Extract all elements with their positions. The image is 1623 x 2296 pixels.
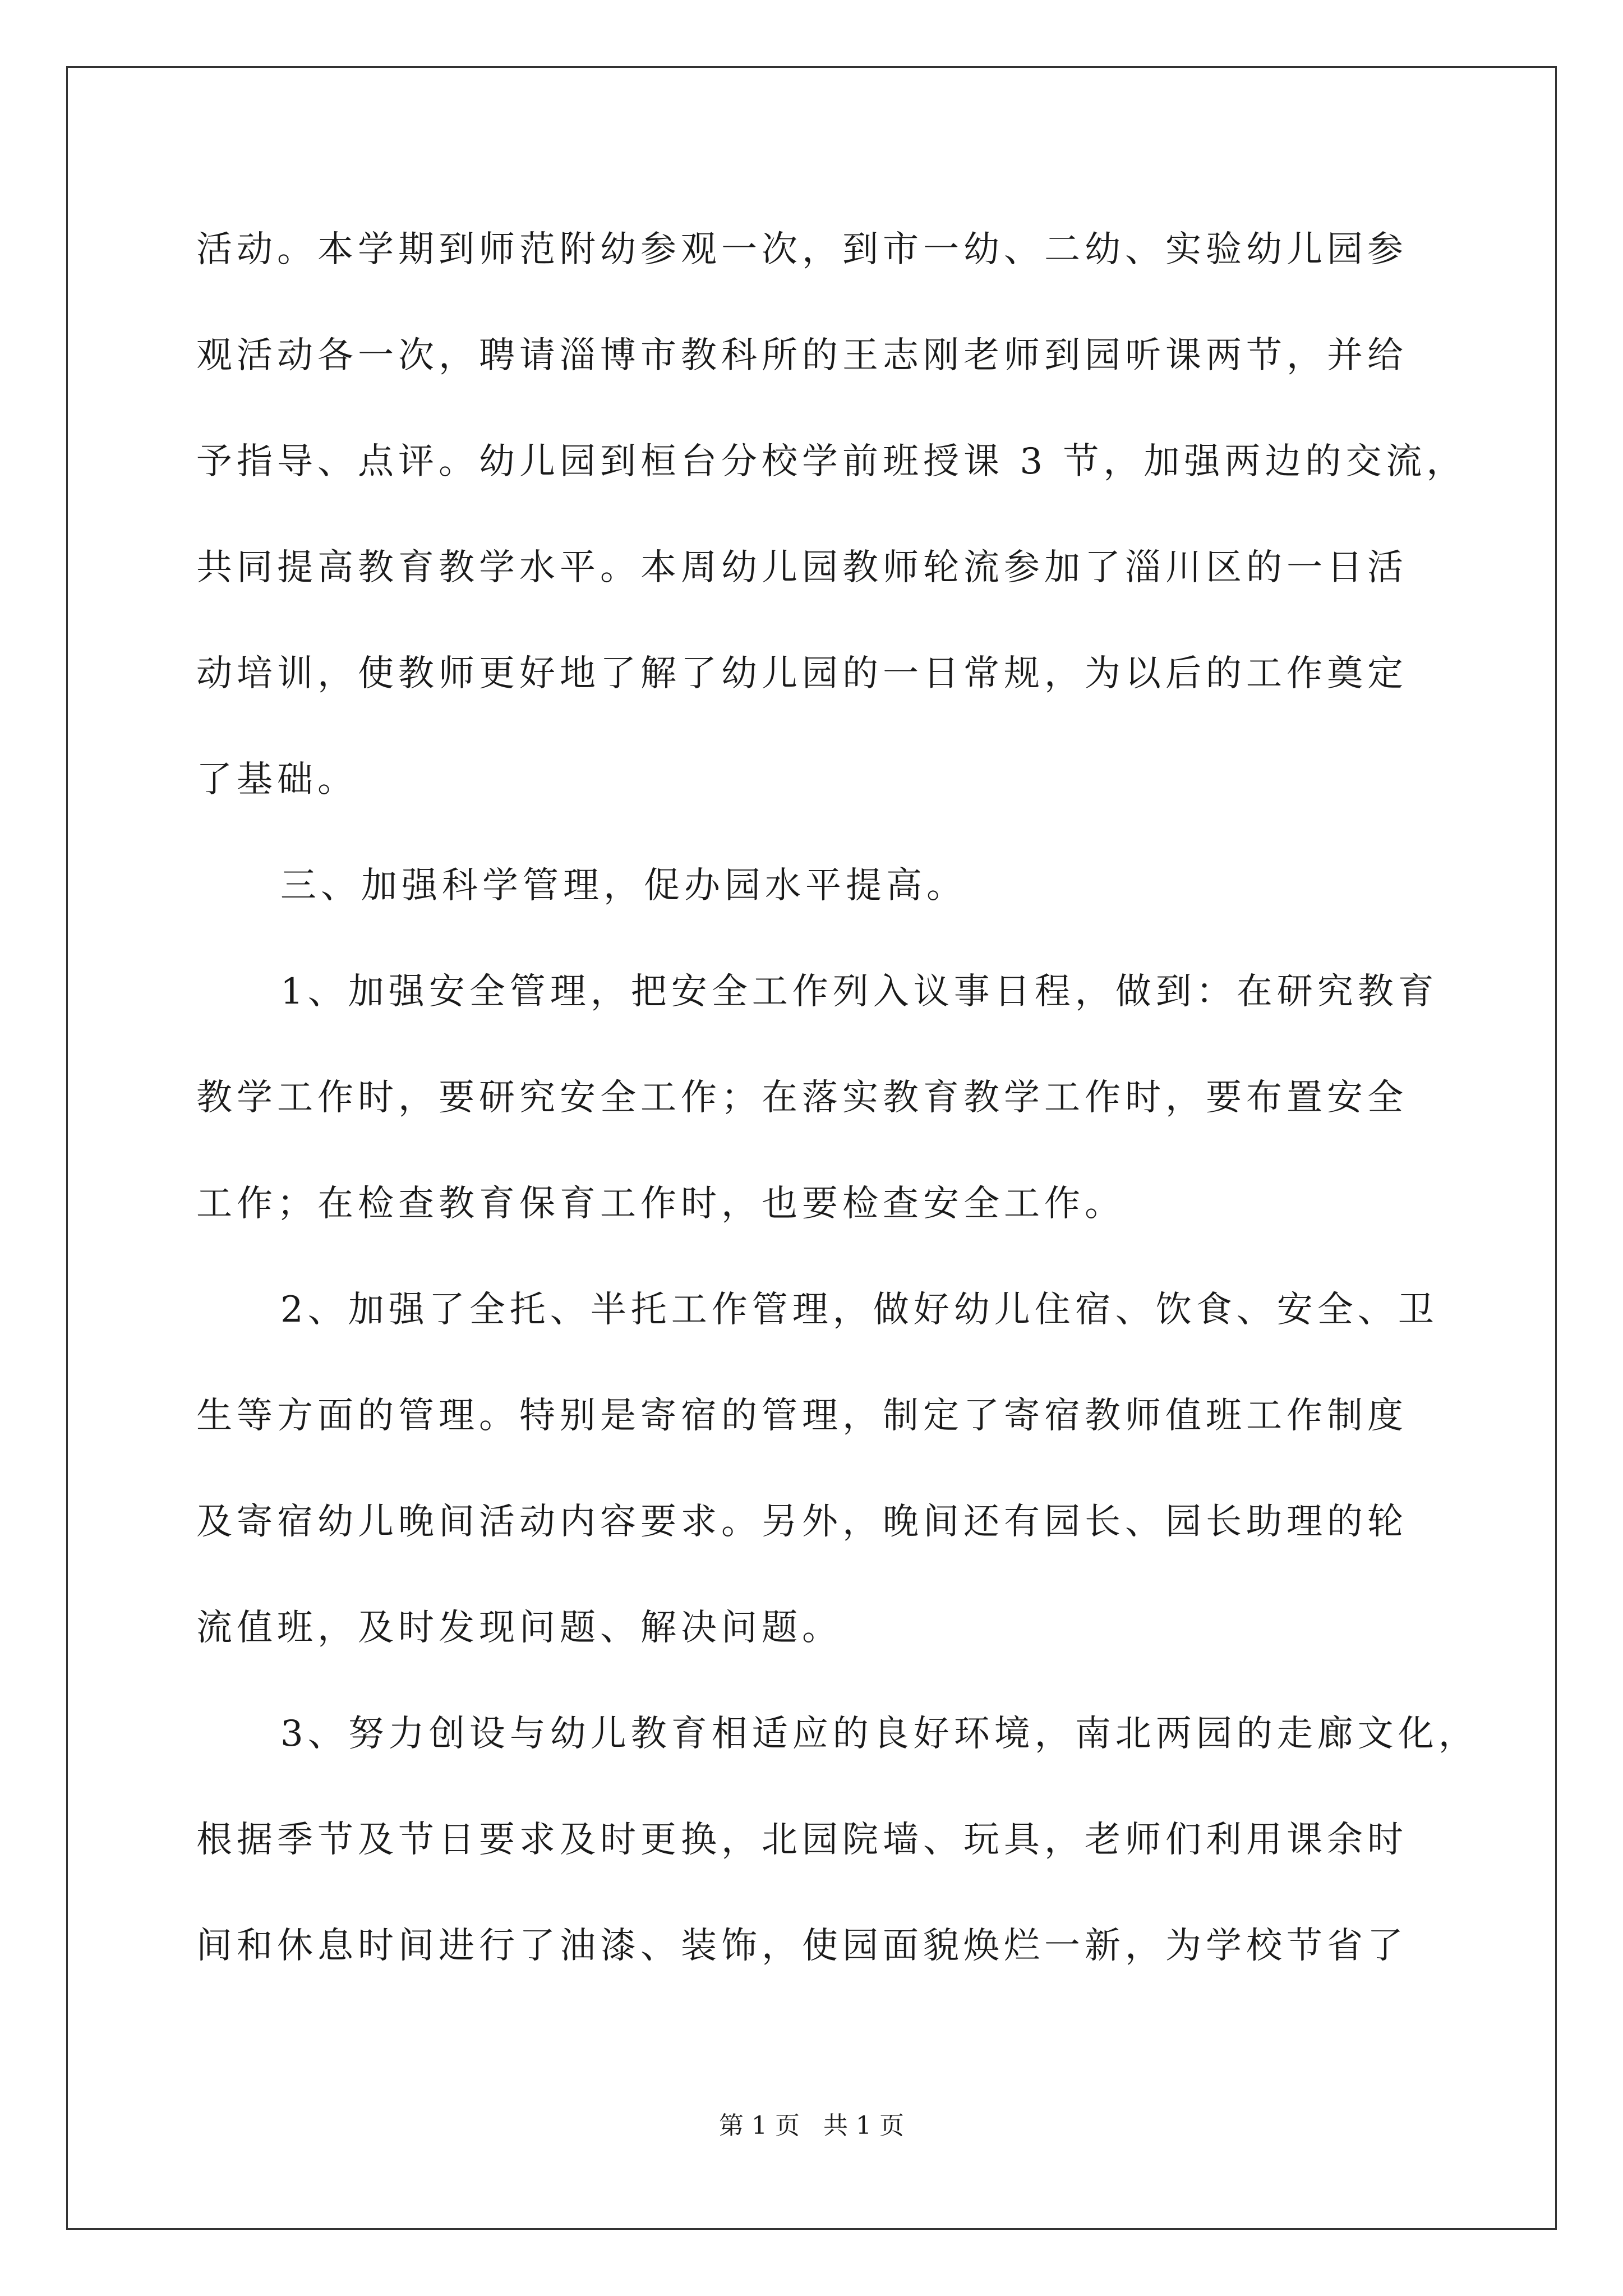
paragraph-line: 了基础。 xyxy=(196,759,358,800)
paragraph-line: 共同提高教育教学水平。本周幼儿园教师轮流参加了淄川区的一日活 xyxy=(196,547,1408,588)
paragraph-line: 根据季节及节日要求及时更换，北园院墙、玩具，老师们利用课余时 xyxy=(196,1819,1408,1861)
paragraph-line: 间和休息时间进行了油漆、装饰，使园面貌焕烂一新，为学校节省了 xyxy=(196,1925,1408,1967)
paragraph-line: 观活动各一次，聘请淄博市教科所的王志刚老师到园听课两节，并给 xyxy=(196,335,1408,376)
paragraph-line: 2、加强了全托、半托工作管理，做好幼儿住宿、饮食、安全、卫 xyxy=(280,1289,1438,1331)
paragraph-line: 3、努力创设与幼儿教育相适应的良好环境，南北两园的走廊文化， xyxy=(280,1713,1479,1755)
page-border xyxy=(66,66,1557,2230)
paragraph-line: 生等方面的管理。特别是寄宿的管理，制定了寄宿教师值班工作制度 xyxy=(196,1395,1408,1437)
paragraph-line: 动培训，使教师更好地了解了幼儿园的一日常规，为以后的工作奠定 xyxy=(196,653,1408,694)
paragraph-line: 教学工作时，要研究安全工作；在落实教育教学工作时，要布置安全 xyxy=(196,1077,1408,1119)
section-heading: 三、加强科学管理，促办园水平提高。 xyxy=(280,865,967,907)
paragraph-line: 工作；在检查教育保育工作时，也要检查安全工作。 xyxy=(196,1183,1125,1225)
page-number-footer: 第 1 页 共 1 页 xyxy=(719,2111,904,2140)
paragraph-line: 流值班，及时发现问题、解决问题。 xyxy=(196,1607,842,1649)
paragraph-line: 1、加强安全管理，把安全工作列入议事日程，做到：在研究教育 xyxy=(280,971,1438,1013)
paragraph-line: 活动。本学期到师范附幼参观一次，到市一幼、二幼、实验幼儿园参 xyxy=(196,229,1408,270)
paragraph-line: 及寄宿幼儿晚间活动内容要求。另外，晚间还有园长、园长助理的轮 xyxy=(196,1501,1408,1543)
paragraph-line: 予指导、点评。幼儿园到桓台分校学前班授课 3 节，加强两边的交流， xyxy=(196,441,1467,482)
